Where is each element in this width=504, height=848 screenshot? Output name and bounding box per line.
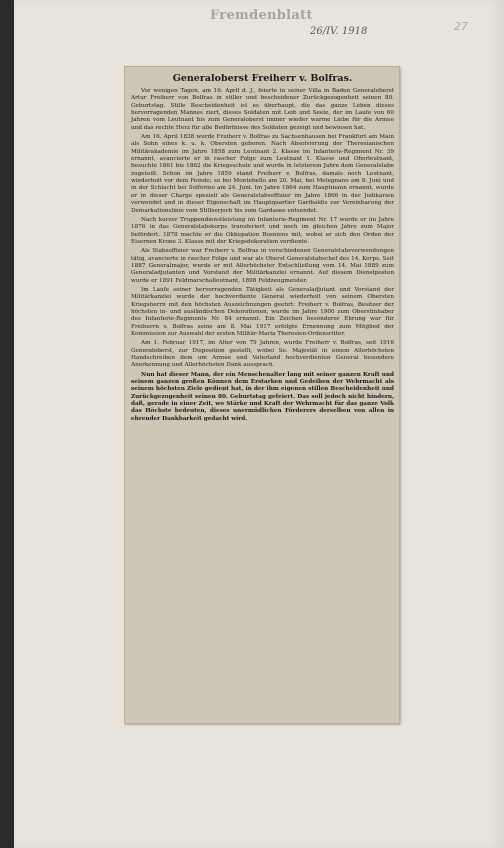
article-paragraph-3: Nach kurzer Truppendienstleistung im Infanterie-Regiment Nr. 17 wurde er im Jahre 1876 in das Generalstabskorps transferiert und noch im gleichen Jahre zum Major befördert. 1878 machte er die Okkupation Bosniens mit, wobei er sich den Orden der Eisernen Krone 3. Klasse mit der Kriegsdekoration verdiente. xyxy=(131,216,394,245)
handwritten-date: 26/IV. 1918 xyxy=(310,26,368,37)
newspaper-name-stamp: Fremdenblatt xyxy=(210,8,313,23)
article-paragraph-7: Nun hat dieser Mann, der ein Menschenalter lang mit seiner ganzen Kraft und seinem ganzen großen Können dem Erstarken und Gedeihen der Wehrmacht als seinem höchsten Ziele gedient hat, in der ihm eigenen stillen Bescheidenheit und Zurückgezogenheit seinen 80. Geburtstag gefeiert. Das soll jedoch nicht hindern, daß, gerade in einer Zeit, wo Stärke und Kraft der Wehrmacht für das ganze Volk das Höchste bedeuten, dieses unermüdlichen Förderers derselben von allen in ehrender Dankbarkeit gedacht wird. xyxy=(131,371,394,422)
sheet-header xyxy=(14,4,504,37)
article-paragraph-5: Im Laufe seiner hervorragenden Tätigkeit als Generaladjutant und Vorstand der Militärkanzlei wurde der hochverdiente General wiederholt von seinem Obersten Kriegsherrn mit den höchsten Auszeichnungen geehrt: Freiherr v. Bolfras, Besitzer der höchsten in- und ausländischen Dekorationen, wurde im Jahre 1900 zum Oberstinhaber des Infanterie-Regiments Nr. 84 ernannt. Ein Zeichen besonderer Ehrung war für Freiherrn v. Bolfras seine am 8. Mai 1917 erfolgte Ernennung zum Mitglied der Kommission zur Auswahl der ersten Militär-Maria Theresien-Ordensritter. xyxy=(131,286,394,337)
newspaper-clipping xyxy=(124,66,400,724)
clipping-text-column xyxy=(125,67,399,423)
handwritten-page-number: 27 xyxy=(454,20,468,33)
article-paragraph-1: Vor wenigen Tagen, am 16. April d. J., feierte in seiner Villa in Baden Generaloberst Artur Freiherr von Bolfras in stiller und bescheidener Zurückgezogenheit seinen 80. Geburtstag. Stille Bescheidenheit ist es überhaupt, die das ganze Leben dieses hervorragenden Mannes ziert, dieses Soldaten mit Leib und Seele, der im Laufe von 60 Jahren vom Leutnant bis zum Generaloberst immer wieder warme Liebe für die Armee und das rechte Herz für alle Bedürfnisse des Soldaten gezeigt und bewiesen hat. xyxy=(131,88,394,131)
article-paragraph-2: Am 16. April 1838 wurde Freiherr v. Bolfras zu Sachsenhausen bei Frankfurt am Main als Sohn eines k. u. k. Obersten geboren. Nach Absolvierung der Theresianischen Militärakademie im Jahre 1858 zum Leutnant 2. Klasse im Infanterie-Regiment Nr. 39 ernannt, avancierte er in rascher Folge zum Leutnant 1. Klasse und Oberleutnant, besuchte 1861 bis 1862 die Kriegsschule und wurde in letzterem Jahre dem Generalstabe zugeteilt. Schon im Jahre 1859 stand Freiherr v. Bolfras, damals noch Leutnant, wiederholt vor dem Feinde; so bei Montebello am 20. Mai, bei Melegnano am 8. Juni und in der Schlacht bei Solferino am 24. Juni. Im Jahre 1864 zum Hauptmann ernannt, wurde er in dieser Charge speziell als Generalstabsoffizier im Jahre 1866 in der Judikarien verwendet und in dieser Eigenschaft im Hauptquartier Garibaldis zur Vereinbarung der Demarkationslinie vom Stilfserjoch bis zum Gardasee entsendet. xyxy=(131,134,394,214)
archive-sheet xyxy=(14,0,504,848)
article-title: Generaloberst Freiherr v. Bolfras. xyxy=(172,73,353,84)
article-paragraph-6: Am 1. Februar 1917, im Alter von 79 Jahren, wurde Freiherr v. Bolfras, seit 1916 Generaloberst, zur Disposition gestellt, wobei Se. Majestät in einem Allerhöchsten Handschreiben dem um Armee und Vaterland hochverdienten General besondere Anerkennung und Allerhöchsten Dank aussprach. xyxy=(131,340,394,369)
article-paragraph-4: Als Stabsoffizier war Freiherr v. Bolfras in verschiedenen Generalstabsverwendungen tätig, avancierte in rascher Folge und war als Oberst Generalstabschef des 14. Korps. Seit 1887 Generalmajor, wurde er mit Allerhöchster Entschließung vom 14. Mai 1889 zum Generaladjutanten und Vorstand der Militärkanzlei ernannt. Auf diesem Dienstposten wurde er 1891 Feldmarschalleutnant, 1898 Feldzeugmeister. xyxy=(131,248,394,284)
